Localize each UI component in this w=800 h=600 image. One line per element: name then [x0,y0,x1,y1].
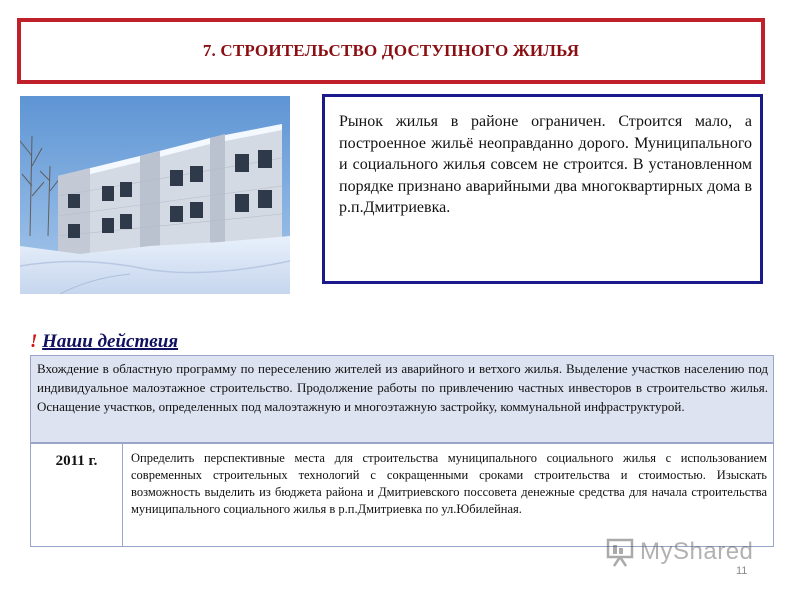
plan-year: 2011 г. [31,444,123,546]
slide-title-box [17,18,765,84]
plan-text: Определить перспективные места для строительства муниципального социального жилья с использованием современных строительных технологий с сокращенными сроками строительства и стоимостью. Изыскать возможность выделить из бюджета района и Дмитриевского поссовета денежные средства для начала строительства муниципального социального жилья в р.п.Дмитриевка по ул.Юбилейная. [131,451,767,516]
watermark-text: MyShared [640,538,754,565]
page-number: 11 [736,565,748,577]
actions-heading-text: Наши действия [42,331,179,352]
exclamation-mark: ! [30,331,38,352]
plan-row [30,443,774,547]
summary-box [322,94,763,284]
slide-title: 7. СТРОИТЕЛЬСТВО ДОСТУПНОГО ЖИЛЬЯ [202,41,580,60]
actions-general-text: Вхождение в областную программу по переселению жителей из аварийного и ветхого жилья. Выделение участков населению под индивидуальное малоэтажное строительство. Продолжение работы по привлечению частных инвесторов в строительство жилья. Оснащение участков, определенных под малоэтажную и многоэтажную застройку, коммунальной инфраструктурой. [37,361,768,414]
actions-general-row [30,355,774,443]
summary-text: Рынок жилья в районе ограничен. Строится мало, а построенное жильё неоправданно дорого. Муниципального и социального жилья совсем не строится. В установленном порядке признано аварийными два многоквартирных дома в р.п.Дмитриевка. [339,113,752,216]
watermark [606,537,753,567]
actions-heading [30,331,178,353]
presentation-board-icon [606,537,634,567]
plan-description [131,450,767,518]
building-photo [20,96,290,294]
